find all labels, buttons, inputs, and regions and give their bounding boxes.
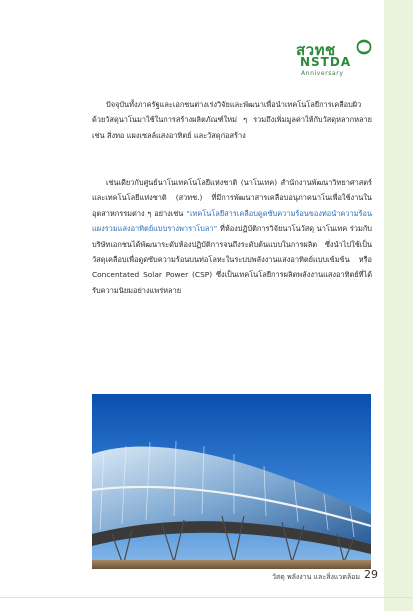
bottom-divider bbox=[0, 597, 413, 598]
logo-english-text: NSTDA bbox=[300, 55, 352, 69]
nstda-logo bbox=[296, 38, 382, 80]
paragraph-2-rest: ที่ห้องปฏิบัติการวิจัยนาโนวัสดุ นาโนเทค ร่วมกับบริษัทเอกชนได้พัฒนาระดับห้องปฏิบัติการจนถึงระดับต้นแบบในการผลิต ซึ่งนำไปใช้เป็นวัสดุเคลือบเพื่อดูดซับความร้อนบนท่อโลหะในระบบพลังงานแสงอาทิตย์แบบเข้มข้น หรือ Concentated Solar Power (CSP) ซึ่งเป็นเทคโนโลยีการผลิตพลังงานแสงอาทิตย์ที่ได้รับความนิยมอย่างแพร่หลาย bbox=[92, 224, 372, 295]
side-margin-band bbox=[384, 0, 413, 611]
logo-thai-text: สวทช bbox=[296, 41, 336, 59]
page-number: 29 bbox=[364, 568, 378, 581]
paragraph-2-highlight: “เทคโนโลยีสารเคลือบดูดซับความร้อนของท่อนำความร้อนแผงรวมแสงอาทิตย์แบบรางพาราโบลา” bbox=[92, 208, 372, 234]
body-paragraph-1: ปัจจุบันทั้งภาครัฐและเอกชนต่างเร่งวิจัยและพัฒนาเพื่อนำเทคโนโลยีการเคลือบผิวด้วยวัสดุนาโนมาใช้ในการสร้างผลิตภัณฑ์ใหม่ ๆ รวมถึงเพิ่มมูลค่าให้กับวัสดุหลากหลาย เช่น สิ่งทอ แผงเซลล์แสงอาทิตย์ และวัสดุก่อสร้าง bbox=[92, 100, 372, 140]
solar-trough-illustration bbox=[92, 394, 371, 569]
solar-collector-photo bbox=[92, 394, 371, 569]
body-paragraph-2 bbox=[92, 175, 372, 298]
logo-swirl-icon bbox=[354, 38, 374, 56]
paragraph-2-intro: เช่นเดียวกับศูนย์นาโนเทคโนโลยีแห่งชาติ (นาโนเทค) สำนักงานพัฒนาวิทยาศาสตร์และเทคโนโลยีแห่งชาติ (สวทช.) ที่มีการพัฒนาสารเคลือบอนุภาคนาโนเพื่อใช้งานในอุตสาหกรรมต่าง ๆ อย่างเช่น bbox=[92, 178, 372, 218]
logo-subtitle: Anniversary bbox=[301, 70, 344, 77]
footer-section-label: วัสดุ พลังงาน และสิ่งแวดล้อม bbox=[271, 573, 360, 581]
